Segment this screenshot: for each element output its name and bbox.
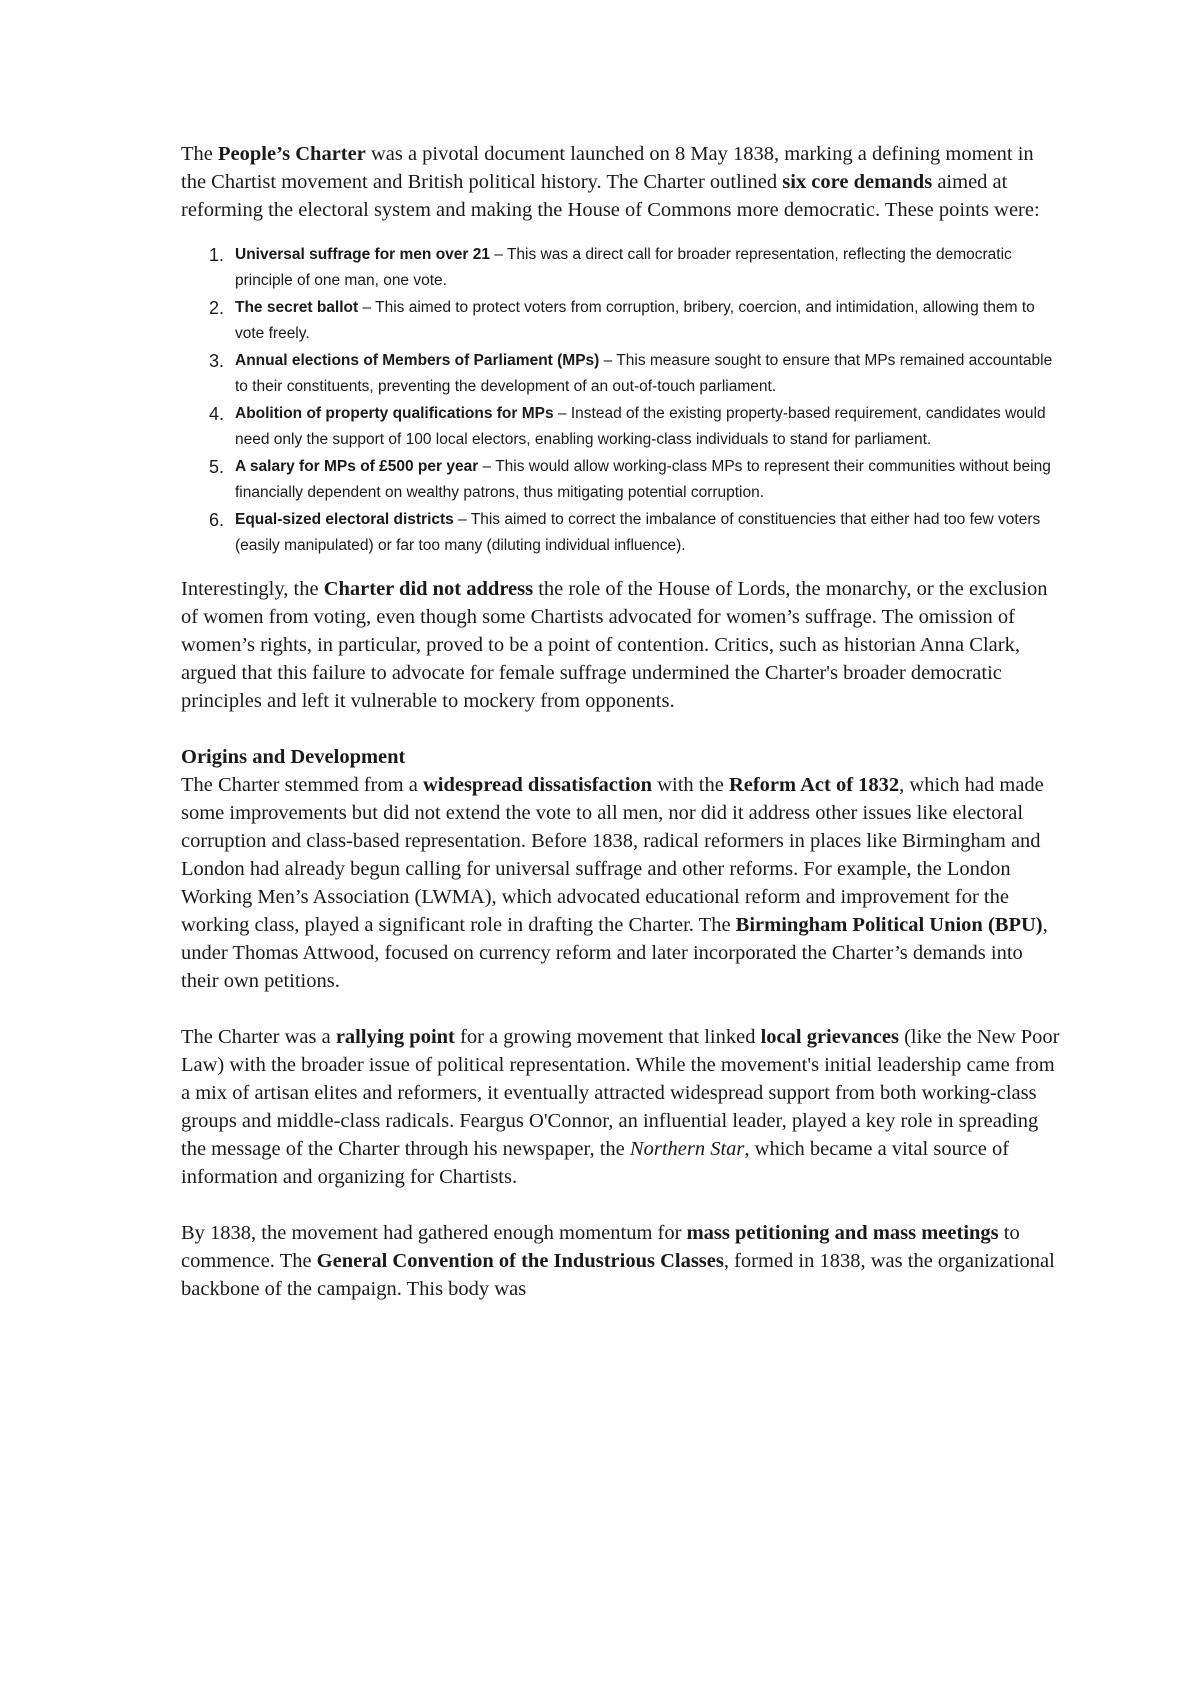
p4-italic-northern-star: Northern Star [629,1138,745,1160]
list-item-text: – This measure sought to ensure that MPs remained accountable to their constituents, preventing the development of an out-of-touch parliament. [235,352,1053,395]
p3-text-1: The Charter stemmed from a [181,774,423,796]
list-item [209,507,1061,559]
charter-points-list [181,242,1061,559]
list-item-title: Abolition of property qualifications for MPs [235,405,554,422]
list-item-text: – This was a direct call for broader representation, reflecting the democratic principle of one man, one vote. [235,246,1012,289]
p3-bold-reform-act: Reform Act of 1832 [728,774,900,796]
p2-bold-did-not-address: Charter did not address [323,578,534,600]
intro-bold-peoples-charter: People’s Charter [218,143,366,165]
intro-paragraph [181,140,1061,224]
p3-text-3: , which had made some improvements but did not extend the vote to all men, nor did it address other issues like electoral corruption and class-based representation. Before 1838, radical reformers in places like Birmingham and London had already begun calling for universal suffrage and other reforms. For example, the London Working Men’s Association (LWMA), which advocated educational reform and improvement for the working class, played a significant role in drafting the Charter. The [181,774,1044,936]
list-item-number: 3. [209,351,225,371]
rallying-paragraph [181,1023,1061,1191]
list-item [209,242,1061,294]
p4-text-1: The Charter was a [181,1026,336,1048]
p4-text-4: , which became a vital source of information and organizing for Chartists. [181,1138,1010,1188]
p5-bold-mass-petitioning: mass petitioning and mass meetings [686,1222,999,1244]
intro-bold-six-core-demands: six core demands [782,171,933,193]
list-item-text: – This would allow working-class MPs to represent their communities without being financially dependent on wealthy patrons, thus mitigating potential corruption. [235,458,1051,501]
omissions-paragraph [181,575,1061,715]
list-item [209,295,1061,347]
section-heading: Origins and Development [181,746,406,768]
list-item-text: – Instead of the existing property-based requirement, candidates would need only the support of 100 local electors, enabling working-class individuals to stand for parliament. [235,405,1046,448]
list-item-title: Universal suffrage for men over 21 [235,246,490,263]
list-item-number: 6. [209,510,225,530]
p4-bold-local-grievances: local grievances [760,1026,899,1048]
p3-text-4: , under Thomas Attwood, focused on currency reform and later incorporated the Charter’s demands into their own petitions. [181,914,1048,992]
origins-paragraph [181,771,1061,995]
list-item-title: Annual elections of Members of Parliament (MPs) [235,352,600,369]
list-item-number: 2. [209,298,225,318]
p3-bold-widespread-dissatisfaction: widespread dissatisfaction [422,774,653,796]
p4-text-3: (like the New Poor Law) with the broader issue of political representation. While the movement's initial leadership came from a mix of artisan elites and reformers, it eventually attracted widespread support from both working-class groups and middle-class radicals. Feargus O'Connor, an influential leader, played a key role in spreading the message of the Charter through his newspaper, the [181,1026,1060,1160]
p5-text-2: to commence. The [181,1222,1020,1272]
p5-text-3: , formed in 1838, was the organizational backbone of the campaign. This body was [181,1250,1055,1300]
intro-text-3: aimed at reforming the electoral system and making the House of Commons more democratic. These points were: [181,171,1040,221]
p5-text-1: By 1838, the movement had gathered enough momentum for [181,1222,687,1244]
list-item-title: A salary for MPs of £500 per year [235,458,479,475]
p4-text-2: for a growing movement that linked [454,1026,761,1048]
list-item-number: 5. [209,457,225,477]
list-item-title: Equal-sized electoral districts [235,511,454,528]
list-item-title: The secret ballot [235,299,359,316]
list-item [209,454,1061,506]
p5-bold-general-convention: General Convention of the Industrious Classes [316,1250,724,1272]
petitioning-paragraph [181,1219,1061,1303]
document-page [181,140,1061,1303]
p3-text-2: with the [652,774,729,796]
p3-bold-bpu: Birmingham Political Union (BPU) [735,914,1043,936]
list-item-text: – This aimed to correct the imbalance of constituencies that either had too few voters (easily manipulated) or far too many (diluting individual influence). [235,511,1041,554]
p2-text-1: Interestingly, the [181,578,324,600]
p2-text-2: the role of the House of Lords, the monarchy, or the exclusion of women from voting, even though some Chartists advocated for women’s suffrage. The omission of women’s rights, in particular, proved to be a point of contention. Critics, such as historian Anna Clark, argued that this failure to advocate for female suffrage undermined the Charter's broader democratic principles and left it vulnerable to mockery from opponents. [181,578,1048,712]
list-item [209,401,1061,453]
intro-text-1: The [181,143,218,165]
list-item-number: 1. [209,245,225,265]
p4-bold-rallying-point: rallying point [335,1026,455,1048]
list-item [209,348,1061,400]
list-item-number: 4. [209,404,225,424]
intro-text-2: was a pivotal document launched on 8 May 1838, marking a defining moment in the Chartist movement and British political history. The Charter outlined [181,143,1034,193]
list-item-text: – This aimed to protect voters from corruption, bribery, coercion, and intimidation, allowing them to vote freely. [235,299,1035,342]
